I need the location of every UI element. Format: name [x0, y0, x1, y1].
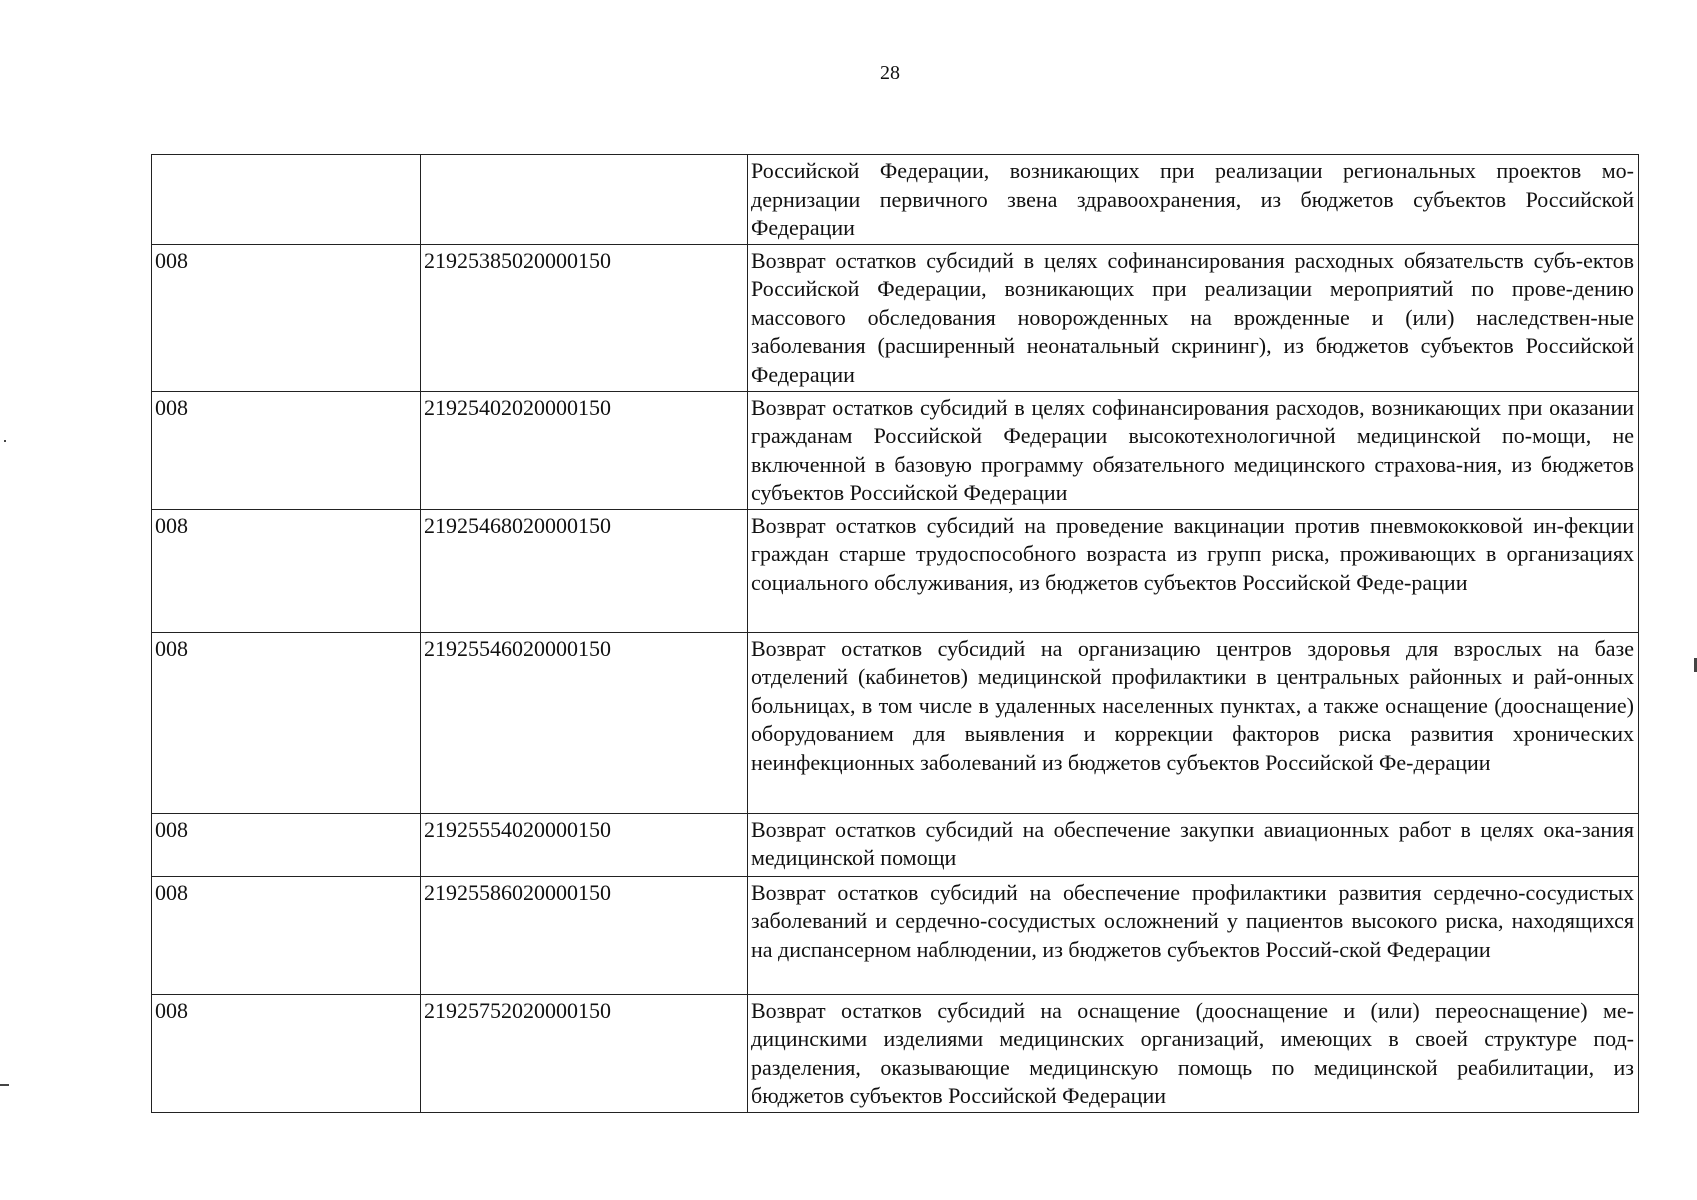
admin-code-cell: 008 [152, 244, 421, 391]
kbk-code-cell: 21925385020000150 [421, 244, 748, 391]
table-row [152, 876, 1639, 994]
description-cell: Возврат остатков субсидий на проведение вакцинации против пневмококковой ин-фекции граждан старше трудоспособного возраста из групп риска, проживающих в организациях социального обслуживания, из бюджетов субъектов Российской Феде-рации [748, 509, 1639, 632]
scan-edge-mark [0, 1084, 9, 1086]
table-row [152, 509, 1639, 632]
description-cell: Возврат остатков субсидий на обеспечение закупки авиационных работ в целях ока-зания медицинской помощи [748, 813, 1639, 876]
description-cell: Возврат остатков субсидий на организацию центров здоровья для взрослых на базе отделений (кабинетов) медицинской профилактики в центральных районных и рай-онных больницах, в том числе в удаленных населенных пунктах, а также оснащение (дооснащение) оборудованием для выявления и коррекции факторов риска развития хронических неинфекционных заболеваний из бюджетов субъектов Российской Фе-дерации [748, 632, 1639, 813]
description-cell: Возврат остатков субсидий на оснащение (дооснащение и (или) переоснащение) ме-дицинскими изделиями медицинских организаций, имеющих в своей структуре под-разделения, оказывающие медицинскую помощь по медицинской реабилитации, из бюджетов субъектов Российской Федерации [748, 994, 1639, 1112]
admin-code-cell: 008 [152, 994, 421, 1112]
page-number: 28 [880, 62, 900, 84]
scan-edge-mark [4, 440, 6, 442]
admin-code-cell: 008 [152, 509, 421, 632]
description-cell: Возврат остатков субсидий на обеспечение профилактики развития сердечно-сосудистых заболеваний и сердечно-сосудистых осложнений у пациентов высокого риска, находящихся на диспансерном наблюдении, из бюджетов субъектов Россий-ской Федерации [748, 876, 1639, 994]
description-cell: Возврат остатков субсидий в целях софинансирования расходов, возникающих при оказании гражданам Российской Федерации высокотехнологичной медицинской по-мощи, не включенной в базовую программу обязательного медицинского страхова-ния, из бюджетов субъектов Российской Федерации [748, 391, 1639, 509]
admin-code-cell: 008 [152, 391, 421, 509]
kbk-code-cell: 21925468020000150 [421, 509, 748, 632]
description-cell: Российской Федерации, возникающих при реализации региональных проектов мо-дернизации первичного звена здравоохранения, из бюджетов субъектов Российской Федерации [748, 155, 1639, 245]
kbk-code-cell: 21925752020000150 [421, 994, 748, 1112]
table-row [152, 994, 1639, 1112]
table-row [152, 813, 1639, 876]
admin-code-cell: 008 [152, 813, 421, 876]
kbk-code-cell: 21925554020000150 [421, 813, 748, 876]
kbk-code-cell: 21925402020000150 [421, 391, 748, 509]
admin-code-cell: 008 [152, 632, 421, 813]
budget-classification-table [151, 154, 1639, 1113]
description-cell: Возврат остатков субсидий в целях софинансирования расходных обязательств субъ-ектов Российской Федерации, возникающих при реализации мероприятий по прове-дению массового обследования новорожденных на врожденные и (или) наследствен-ные заболевания (расширенный неонатальный скрининг), из бюджетов субъектов Российской Федерации [748, 244, 1639, 391]
kbk-code-cell: 21925546020000150 [421, 632, 748, 813]
table-row [152, 391, 1639, 509]
kbk-code-cell: 21925586020000150 [421, 876, 748, 994]
table-row [152, 632, 1639, 813]
admin-code-cell: 008 [152, 876, 421, 994]
table-row [152, 155, 1639, 245]
admin-code-cell [152, 155, 421, 245]
table-row [152, 244, 1639, 391]
kbk-code-cell [421, 155, 748, 245]
